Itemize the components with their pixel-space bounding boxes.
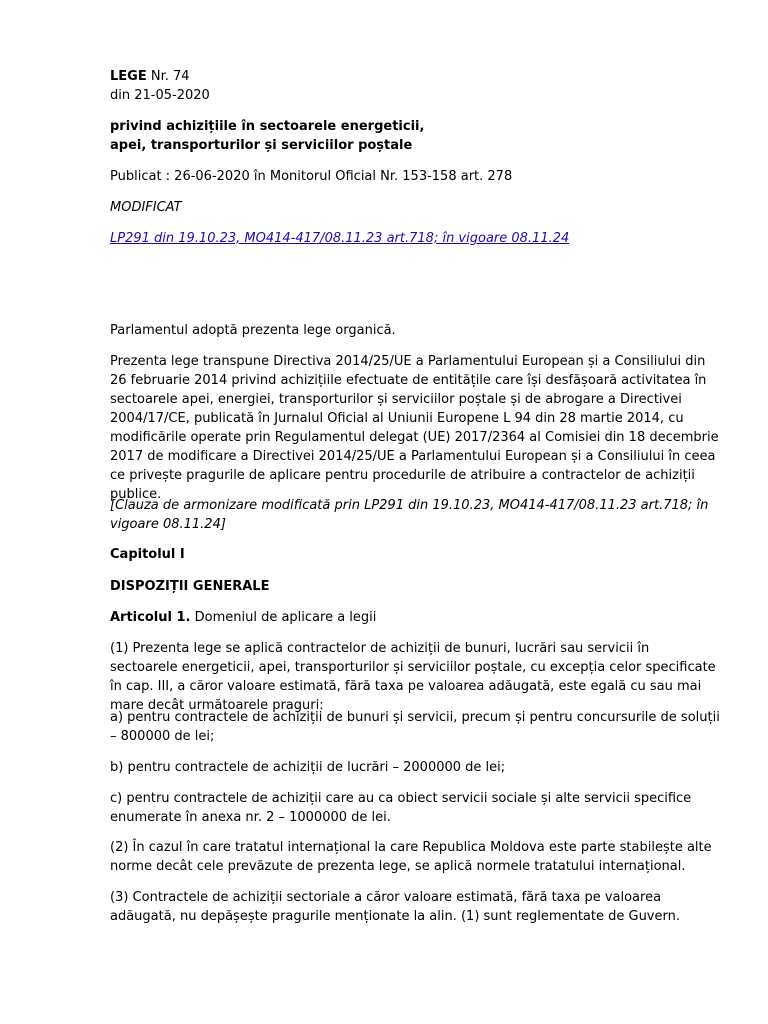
article-heading — [110, 608, 720, 627]
law-label: LEGE — [110, 69, 147, 84]
modified-link-paragraph — [110, 229, 720, 248]
law-number: Nr. 74 — [150, 69, 190, 84]
article-title: Domeniul de aplicare a legii — [194, 610, 377, 625]
chapter-heading: Capitolul I — [110, 547, 185, 562]
publication-info: Publicat : 26-06-2020 în Monitorul Oficial Nr. 153-158 art. 278 — [110, 169, 513, 184]
article-label: Articolul 1. — [110, 610, 191, 625]
law-title-line-2: apei, transporturilor și serviciilor poștale — [110, 138, 413, 153]
adoption-statement: Parlamentul adoptă prezenta lege organică. — [110, 323, 396, 338]
article-paragraph-2: (2) În cazul în care tratatul internațional la care Republica Moldova este parte stabilește alte norme decât cele prevăzute de prezenta lege, se aplică normele tratatului internațional. — [110, 840, 712, 874]
list-item-a: a) pentru contractele de achiziții de bunuri și servicii, precum și pentru concursurile de soluții – 800000 de lei; — [110, 710, 720, 744]
transposition-paragraph: Prezenta lege transpune Directiva 2014/25/UE a Parlamentului European și a Consiliului din 26 februarie 2014 privind achizițiile efectuate de entitățile care își desfășoară activitatea în sectoarele apei, energiei, transporturilor și serviciilor poștale și de abrogare a Directivei 2004/17/CE, publicată în Jurnalul Oficial al Uniunii Europene L 94 din 28 martie 2014, cu modificările operate prin Regulamentul delegat (UE) 2017/2364 al Comisiei din 18 decembrie 2017 de modificare a Directivei 2014/25/UE a Parlamentului European și a Consiliului în ceea ce privește pragurile de aplicare pentru procedurile de atribuire a contractelor de achiziții publice. — [110, 354, 719, 502]
law-date: din 21-05-2020 — [110, 88, 210, 103]
chapter-title: DISPOZIȚII GENERALE — [110, 579, 270, 594]
list-item-c: c) pentru contractele de achiziții care au ca obiect servicii sociale și alte servicii specifice enumerate în anexa nr. 2 – 1000000 de lei. — [110, 791, 692, 825]
modified-label: MODIFICAT — [110, 200, 182, 215]
harmonization-note: [Clauza de armonizare modificată prin LP291 din 19.10.23, MO414-417/08.11.23 art.718; în vigoare 08.11.24] — [110, 498, 709, 532]
list-item-b: b) pentru contractele de achiziții de lucrări – 2000000 de lei; — [110, 760, 506, 775]
amendment-link[interactable]: LP291 din 19.10.23, MO414-417/08.11.23 art.718; în vigoare 08.11.24 — [110, 231, 570, 246]
article-paragraph-3: (3) Contractele de achiziții sectoriale a căror valoare estimată, fără taxa pe valoarea adăugată, nu depășește pragurile menționate la alin. (1) sunt reglementate de Guvern. — [110, 890, 680, 924]
article-paragraph-1: (1) Prezenta lege se aplică contractelor de achiziții de bunuri, lucrări sau servicii în sectoarele energeticii, apei, transporturilor și serviciilor poștale, cu excepția celor specificate în cap. III, a căror valoare estimată, fără taxa pe valoarea adăugată, este egală cu sau mai mare decât următoarele praguri: — [110, 641, 716, 713]
law-title-line-1: privind achizițiile în sectoarele energeticii, — [110, 119, 425, 134]
law-title — [110, 117, 720, 155]
law-heading — [110, 67, 720, 105]
